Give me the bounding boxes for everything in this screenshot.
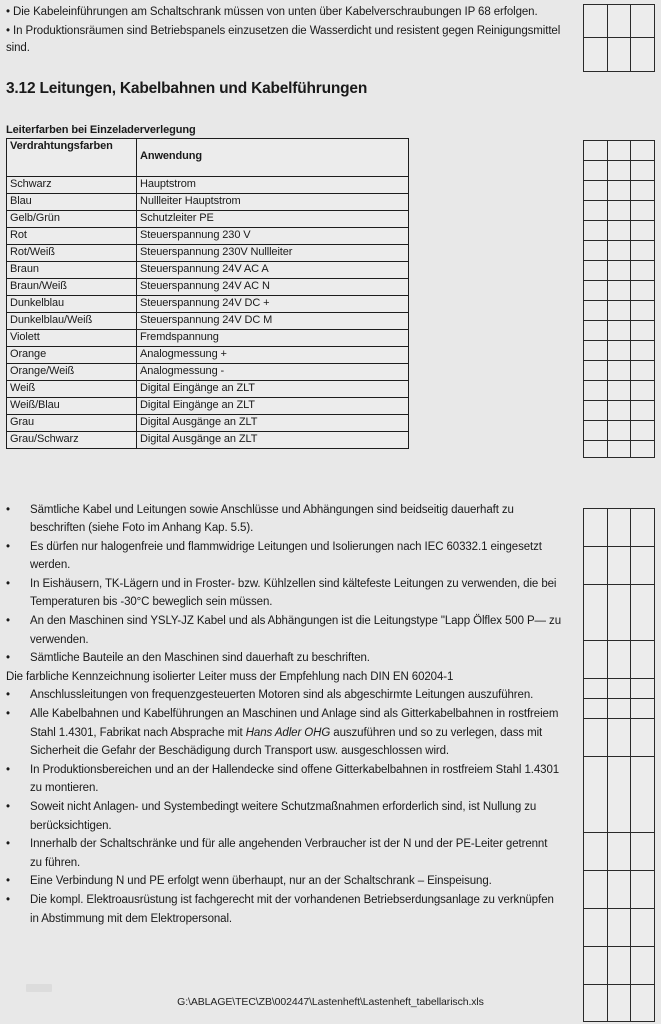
requirement-bullet: • Alle Kabelbahnen und Kabelführungen an Maschinen und Anlage sind als Gitterkabelbahnen in rostfreiem Stahl 1.4301, Fabrikat nach Absprache mit Hans Adler OHG auszuführen und so zu verlegen, dass mit Sicherheit die Gefahr der Beschädigung durch Transport usw. ausgeschlossen wird. (6, 705, 562, 761)
checkgrid-cell[interactable] (584, 181, 608, 200)
checkgrid-cell[interactable] (584, 947, 608, 984)
bullet-marker-icon: • (6, 689, 10, 702)
cell-color: Dunkelblau (7, 295, 137, 312)
checkgrid-cell[interactable] (631, 201, 654, 220)
table-header-row (7, 138, 409, 176)
checkgrid-cell[interactable] (631, 421, 654, 440)
emphasis-text: Hans Adler OHG (245, 726, 331, 739)
checkgrid-cell[interactable] (584, 679, 608, 698)
requirement-bullet: • Die kompl. Elektroausrüstung ist fachgerecht mit der vorhandenen Betriebserdungsanlage zu verknüpfen in Abstimmung mit dem Elektropersonal. (6, 891, 562, 928)
checkgrid-row (584, 261, 654, 281)
checkgrid-cell[interactable] (584, 141, 608, 160)
bullet-marker-icon: • (6, 708, 10, 721)
table-row (7, 176, 409, 193)
checkgrid-cell[interactable] (584, 699, 608, 718)
checkgrid-row (584, 401, 654, 421)
table-caption: Leiterfarben bei Einzeladerverlegung (6, 123, 196, 136)
checkgrid-cell[interactable] (631, 181, 654, 200)
wiring-colors-table (6, 138, 409, 449)
cell-color: Blau (7, 193, 137, 210)
bullet-marker-icon: • (6, 540, 10, 553)
cell-color: Grau/Schwarz (7, 431, 137, 448)
requirement-bullet: • Sämtliche Kabel und Leitungen sowie Anschlüsse und Abhängungen sind beidseitig dauerhaft zu beschriften (siehe Foto im Anhang Kap. 5.5). (6, 501, 562, 538)
bullet-marker-icon: • (6, 652, 10, 665)
checkgrid-cell[interactable] (584, 401, 608, 420)
checkgrid-cell[interactable] (608, 241, 632, 260)
table-row (7, 261, 409, 278)
checkgrid-cell[interactable] (584, 909, 608, 946)
checkgrid-row (584, 871, 654, 909)
checkgrid-row (584, 719, 654, 757)
checkgrid-cell[interactable] (584, 421, 608, 440)
checkgrid-cell[interactable] (608, 509, 632, 546)
cell-application: Nullleiter Hauptstrom (137, 193, 409, 210)
bullet-marker-icon: • (6, 838, 10, 851)
checkgrid-cell[interactable] (608, 161, 632, 180)
checkgrid-row (584, 301, 654, 321)
table-row (7, 329, 409, 346)
checkgrid-cell[interactable] (584, 221, 608, 240)
checkgrid-cell[interactable] (608, 221, 632, 240)
checkgrid-cell[interactable] (608, 361, 632, 380)
requirement-bullet: • Soweit nicht Anlagen- und Systembedingt weitere Schutzmaßnahmen erforderlich sind, ist Nullung zu berücksichtigen. (6, 798, 562, 835)
checkgrid-cell[interactable] (584, 361, 608, 380)
checkgrid-row (584, 679, 654, 699)
checkgrid-cell[interactable] (584, 321, 608, 340)
bullet-marker-icon: • (6, 503, 10, 516)
document-content (6, 0, 562, 928)
checkgrid-cell[interactable] (608, 547, 632, 584)
cell-color: Rot (7, 227, 137, 244)
bullet-marker-icon: • (6, 615, 10, 628)
checkgrid-row (584, 757, 654, 833)
checkgrid-row (584, 341, 654, 361)
checkgrid-cell[interactable] (608, 641, 632, 678)
checkgrid-cell[interactable] (631, 221, 654, 240)
section-heading: 3.12 Leitungen, Kabelbahnen und Kabelführungen (6, 79, 368, 97)
cell-color: Rot/Weiß (7, 244, 137, 261)
requirement-bullet: • In Eishäusern, TK-Lägern und in Froster- bzw. Kühlzellen sind kältefeste Leitungen zu verwenden, die bei Temperaturen bis -30°C beweglich sein müssen. (6, 575, 562, 612)
checkgrid-cell[interactable] (584, 5, 608, 37)
cell-application: Digital Eingänge an ZLT (137, 397, 409, 414)
checkgrid-cell[interactable] (584, 871, 608, 908)
checkgrid-row (584, 947, 654, 985)
checkgrid-cell[interactable] (584, 261, 608, 280)
checkgrid-row (584, 833, 654, 871)
checkgrid-cell[interactable] (631, 141, 654, 160)
checkgrid-cell[interactable] (584, 161, 608, 180)
checkgrid-cell[interactable] (584, 201, 608, 220)
table-row (7, 431, 409, 448)
bullet-marker-icon: • (6, 801, 10, 813)
table-row (7, 346, 409, 363)
checkgrid-cell[interactable] (584, 281, 608, 300)
requirement-bullet: • In Produktionsbereichen und an der Hallendecke sind offene Gitterkabelbahnen in rostfreiem Stahl 1.4301 zu montieren. (6, 761, 562, 798)
checkgrid-cell[interactable] (608, 321, 632, 340)
checkgrid-row (584, 221, 654, 241)
checkgrid-row (584, 547, 654, 585)
checkgrid-row (584, 585, 654, 641)
requirements-list (6, 501, 562, 929)
checkgrid-cell[interactable] (608, 381, 632, 400)
checkgrid-cell[interactable] (631, 699, 654, 718)
checkgrid-row (584, 281, 654, 301)
intro-bullet-item: • In Produktionsräumen sind Betriebspanels einzusetzen die Wasserdicht und resistent gegen Reinigungsmittel sind. (6, 24, 561, 54)
checkgrid-cell[interactable] (631, 341, 654, 360)
bullet-marker-icon: • (6, 893, 10, 906)
checkgrid-cell[interactable] (584, 301, 608, 320)
checkgrid-cell[interactable] (584, 381, 608, 400)
requirement-bullet: • Innerhalb der Schaltschränke und für alle angehenden Verbraucher ist der N und der PE-Leiter getrennt zu führen. (6, 835, 562, 872)
checkgrid-cell[interactable] (631, 547, 654, 584)
checkgrid-cell[interactable] (608, 947, 632, 984)
checkgrid-cell[interactable] (631, 909, 654, 946)
checkgrid-row (584, 509, 654, 547)
checkgrid-cell[interactable] (584, 757, 608, 832)
checkgrid-cell[interactable] (608, 141, 632, 160)
cell-color: Schwarz (7, 176, 137, 193)
checkgrid-cell[interactable] (631, 381, 654, 400)
checkgrid-cell[interactable] (608, 757, 632, 832)
checkgrid-cell[interactable] (631, 401, 654, 420)
checkgrid-cell[interactable] (584, 341, 608, 360)
checkgrid-cell[interactable] (631, 281, 654, 300)
cell-application: Steuerspannung 24V DC M (137, 312, 409, 329)
checkgrid-cell[interactable] (608, 401, 632, 420)
table-row (7, 363, 409, 380)
checkgrid-row (584, 641, 654, 679)
requirement-bullet: • Eine Verbindung N und PE erfolgt wenn überhaupt, nur an der Schaltschrank – Einspeisung. (6, 872, 562, 891)
checkgrid-row (584, 361, 654, 381)
cell-color: Orange/Weiß (7, 363, 137, 380)
checkgrid-cell[interactable] (608, 699, 632, 718)
checkgrid-row (584, 321, 654, 341)
cell-application: Analogmessung - (137, 363, 409, 380)
checkgrid-cell[interactable] (631, 241, 654, 260)
requirement-bullet: • Sämtliche Bauteile an den Maschinen sind dauerhaft zu beschriften. (6, 649, 562, 668)
cell-color: Violett (7, 329, 137, 346)
checkgrid-cell[interactable] (631, 38, 654, 71)
checkgrid-cell[interactable] (631, 361, 654, 380)
checkgrid-cell[interactable] (631, 321, 654, 340)
checkgrid-cell[interactable] (584, 585, 608, 640)
checkgrid-cell[interactable] (608, 5, 632, 37)
checkgrid-row (584, 38, 654, 71)
cell-color: Orange (7, 346, 137, 363)
table-row (7, 244, 409, 261)
cell-color: Braun/Weiß (7, 278, 137, 295)
table-row (7, 295, 409, 312)
cell-application: Steuerspannung 24V DC + (137, 295, 409, 312)
cell-application: Steuerspannung 24V AC A (137, 261, 409, 278)
checkgrid-cell[interactable] (631, 947, 654, 984)
cell-application: Steuerspannung 230V Nullleiter (137, 244, 409, 261)
bullet-marker-icon: • (6, 763, 10, 776)
checkgrid-cell[interactable] (631, 509, 654, 546)
cell-application: Hauptstrom (137, 176, 409, 193)
checkgrid-cell[interactable] (584, 547, 608, 584)
checkgrid-cell[interactable] (608, 181, 632, 200)
checkgrid-cell[interactable] (608, 341, 632, 360)
checkgrid-row (584, 241, 654, 261)
checkgrid-cell[interactable] (608, 585, 632, 640)
intro-bullet-list (6, 0, 562, 58)
checkgrid-cell[interactable] (608, 833, 632, 870)
checkgrid-cell[interactable] (608, 679, 632, 698)
cell-application: Fremdspannung (137, 329, 409, 346)
checkgrid-cell[interactable] (608, 301, 632, 320)
checkgrid-cell[interactable] (608, 441, 632, 457)
checkgrid-row (584, 421, 654, 441)
requirement-bullet: • An den Maschinen sind YSLY-JZ Kabel und als Abhängungen ist die Leitungstype "Lapp Ölflex 500 P— zu verwenden. (6, 612, 562, 649)
table-header-anwendung: Anwendung (137, 138, 409, 176)
checkgrid-cell[interactable] (631, 585, 654, 640)
checkgrid-cell[interactable] (608, 281, 632, 300)
cell-color: Braun (7, 261, 137, 278)
checkgrid-cell[interactable] (608, 421, 632, 440)
checkgrid-row (584, 699, 654, 719)
cell-application: Digital Eingänge an ZLT (137, 380, 409, 397)
table-row (7, 278, 409, 295)
checkgrid-top (583, 4, 655, 72)
requirement-bullet: • Anschlussleitungen von frequenzgesteuerten Motoren sind als abgeschirmte Leitungen auszuführen. (6, 686, 562, 705)
checkgrid-row (584, 5, 654, 38)
table-row (7, 414, 409, 431)
intro-bullet-item: • Die Kabeleinführungen am Schaltschrank müssen von unten über Kabelverschraubungen IP 68 erfolgen. (6, 6, 538, 18)
cell-color: Dunkelblau/Weiß (7, 312, 137, 329)
checkgrid-cell[interactable] (608, 719, 632, 756)
checkgrid-cell[interactable] (584, 241, 608, 260)
checkgrid-cell[interactable] (631, 5, 654, 37)
footer-artifact (26, 984, 52, 992)
cell-application: Analogmessung + (137, 346, 409, 363)
table-row (7, 312, 409, 329)
cell-color: Gelb/Grün (7, 210, 137, 227)
checkgrid-cell[interactable] (608, 871, 632, 908)
checkgrid-cell[interactable] (608, 909, 632, 946)
checkgrid-row (584, 141, 654, 161)
bullet-marker-icon: • (6, 577, 10, 590)
table-row (7, 227, 409, 244)
requirement-bullet: • Es dürfen nur halogenfreie und flammwidrige Leitungen und Isolierungen nach IEC 60332.1 eingesetzt werden. (6, 538, 562, 575)
checkgrid-cell[interactable] (631, 871, 654, 908)
checkgrid-cell[interactable] (584, 719, 608, 756)
checkgrid-middle (583, 140, 655, 458)
cell-application: Steuerspannung 230 V (137, 227, 409, 244)
cell-color: Weiß (7, 380, 137, 397)
table-row (7, 380, 409, 397)
cell-application: Schutzleiter PE (137, 210, 409, 227)
cell-application: Steuerspannung 24V AC N (137, 278, 409, 295)
checkgrid-cell[interactable] (631, 261, 654, 280)
checkgrid-cell[interactable] (631, 719, 654, 756)
bullet-marker-icon: • (6, 875, 10, 888)
checkgrid-row (584, 381, 654, 401)
footer-file-path: G:\ABLAGE\TEC\ZB\002447\Lastenheft\Lastenheft_tabellarisch.xls (177, 996, 484, 1008)
checkgrid-cell[interactable] (631, 161, 654, 180)
requirement-continuation: Die farbliche Kennzeichnung isolierter Leiter muss der Empfehlung nach DIN EN 60204-1 (6, 670, 454, 683)
checkgrid-cell[interactable] (631, 301, 654, 320)
checkgrid-cell[interactable] (631, 757, 654, 832)
checkgrid-cell[interactable] (584, 441, 608, 457)
checkgrid-cell[interactable] (584, 641, 608, 678)
table-row (7, 193, 409, 210)
checkgrid-row (584, 161, 654, 181)
checkgrid-cell[interactable] (631, 679, 654, 698)
checkgrid-row (584, 201, 654, 221)
wiring-colors-table-body (7, 176, 409, 448)
checkgrid-row (584, 441, 654, 457)
checkgrid-cell[interactable] (631, 833, 654, 870)
checkgrid-cell[interactable] (631, 441, 654, 457)
table-row (7, 210, 409, 227)
checkgrid-cell[interactable] (631, 641, 654, 678)
checkgrid-cell[interactable] (608, 201, 632, 220)
cell-color: Weiß/Blau (7, 397, 137, 414)
checkgrid-row (584, 181, 654, 201)
checkgrid-cell[interactable] (584, 38, 608, 71)
table-row (7, 397, 409, 414)
checkgrid-bottom (583, 508, 655, 1022)
checkgrid-cell[interactable] (608, 261, 632, 280)
cell-color: Grau (7, 414, 137, 431)
checkgrid-cell[interactable] (584, 509, 608, 546)
checkgrid-row (584, 909, 654, 947)
checkgrid-cell[interactable] (608, 38, 632, 71)
cell-application: Digital Ausgänge an ZLT (137, 431, 409, 448)
checkgrid-cell[interactable] (584, 833, 608, 870)
cell-application: Digital Ausgänge an ZLT (137, 414, 409, 431)
table-header-verdrahtungsfarben: Verdrahtungsfarben (7, 138, 137, 176)
